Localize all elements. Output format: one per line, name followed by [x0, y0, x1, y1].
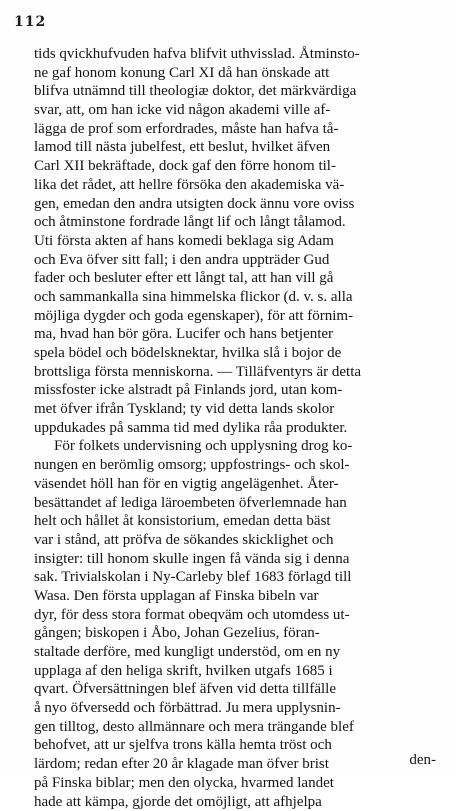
text-line: uppdukades på samma tid med dylika råa produkter. [34, 419, 444, 438]
text-line: och Eva öfver sitt fall; i den andra uppträder Gud [34, 251, 444, 270]
text-line: svar, att, om han icke vid någon akademi ville af- [34, 101, 444, 120]
text-line: Wasa. Den första upplagan af Finska bibeln var [34, 587, 444, 606]
text-line: sak. Trivialskolan i Ny-Carleby blef 1683 förlagd till [34, 568, 444, 587]
text-line: möjliga dygder och goda egenskaper), för att förnim- [34, 307, 444, 326]
text-line: å nyo öfversedd och förbättrad. Ju mera upplysnin- [34, 699, 444, 718]
text-line: qvart. Öfversättningen blef äfven vid detta tillfälle [34, 680, 444, 699]
text-line: lamod till nästa jubelfest, ett beslut, hvilket äfven [34, 138, 444, 157]
text-line: gen, emedan den andra utsigten dock ännu vore oviss [34, 195, 444, 214]
page-number: 112 [14, 14, 46, 30]
text-line: Carl XII bekräftade, dock gaf den förre honom til- [34, 157, 444, 176]
text-line: och åtminstone fordrade långt lif och långt tålamod. [34, 213, 444, 232]
body-text [34, 45, 444, 811]
text-line: staltade derföre, med kungligt understöd, om en ny [34, 643, 444, 662]
catchword: den- [409, 752, 436, 769]
text-line: och sammankalla sina himmelska flickor (d. v. s. alla [34, 288, 444, 307]
text-line: lika det rådet, att hellre försöka den akademiska vä- [34, 176, 444, 195]
paragraph-start-line: För folkets undervisning och upplysning drog ko- [34, 437, 444, 456]
text-line: ma, hvad han bör göra. Lucifer och hans betjenter [34, 325, 444, 344]
text-line: helt och hållet åt konsistorium, emedan detta bäst [34, 512, 444, 531]
text-line: gången; biskopen i Åbo, Johan Gezelius, föran- [34, 624, 444, 643]
text-line: var i stånd, att pröfva de sökandes skicklighet och [34, 531, 444, 550]
text-line: met öfver ifrån Tyskland; ty vid detta lands skolor [34, 400, 444, 419]
text-line: spela bödel och bödelsknektar, hvilka slå i bojor de [34, 344, 444, 363]
text-line: dyr, för dess stora format obeqväm och utomdess ut- [34, 606, 444, 625]
text-line: lägga de prof som erfordrades, måste han hafva tå- [34, 120, 444, 139]
text-line: tids qvickhufvuden hafva blifvit uthvisslad. Åtminsto- [34, 45, 444, 64]
text-line: väsendet höll han för en vigtig angelägenhet. Åter- [34, 475, 444, 494]
text-line: Uti första akten af hans komedi beklaga sig Adam [34, 232, 444, 251]
text-line: nungen en berömlig omsorg; uppfostrings- och skol- [34, 456, 444, 475]
text-line: hade att kämpa, gjorde det omöjligt, att afhjelpa [34, 793, 444, 811]
text-line: blifva utnämnd till theologiæ doktor, det märkvärdiga [34, 82, 444, 101]
text-line: lärdom; redan efter 20 år klagade man öfver brist [34, 755, 444, 774]
text-line: på Finska biblar; men den olycka, hvarmed landet [34, 774, 444, 793]
text-line: insigter: till honom skulle ingen få vända sig i denna [34, 550, 444, 569]
text-line: gen tilltog, desto allmännare och mera trängande blef [34, 718, 444, 737]
text-line: behofvet, att ur sjelfva trons källa hemta tröst och [34, 736, 444, 755]
text-line: besättandet af lediga läroembeten öfverlemnade han [34, 494, 444, 513]
text-line: missfoster icke alstradt på Finlands jord, utan kom- [34, 381, 444, 400]
text-line: upplaga af den heliga skrift, hvilken utgafs 1685 i [34, 662, 444, 681]
text-line: ne gaf honom konung Carl XI då han önskade att [34, 64, 444, 83]
text-line: brottsliga första menniskorna. — Tilläfventyrs är detta [34, 363, 444, 382]
text-line: fader och besluter efter ett långt tal, att han vill gå [34, 269, 444, 288]
